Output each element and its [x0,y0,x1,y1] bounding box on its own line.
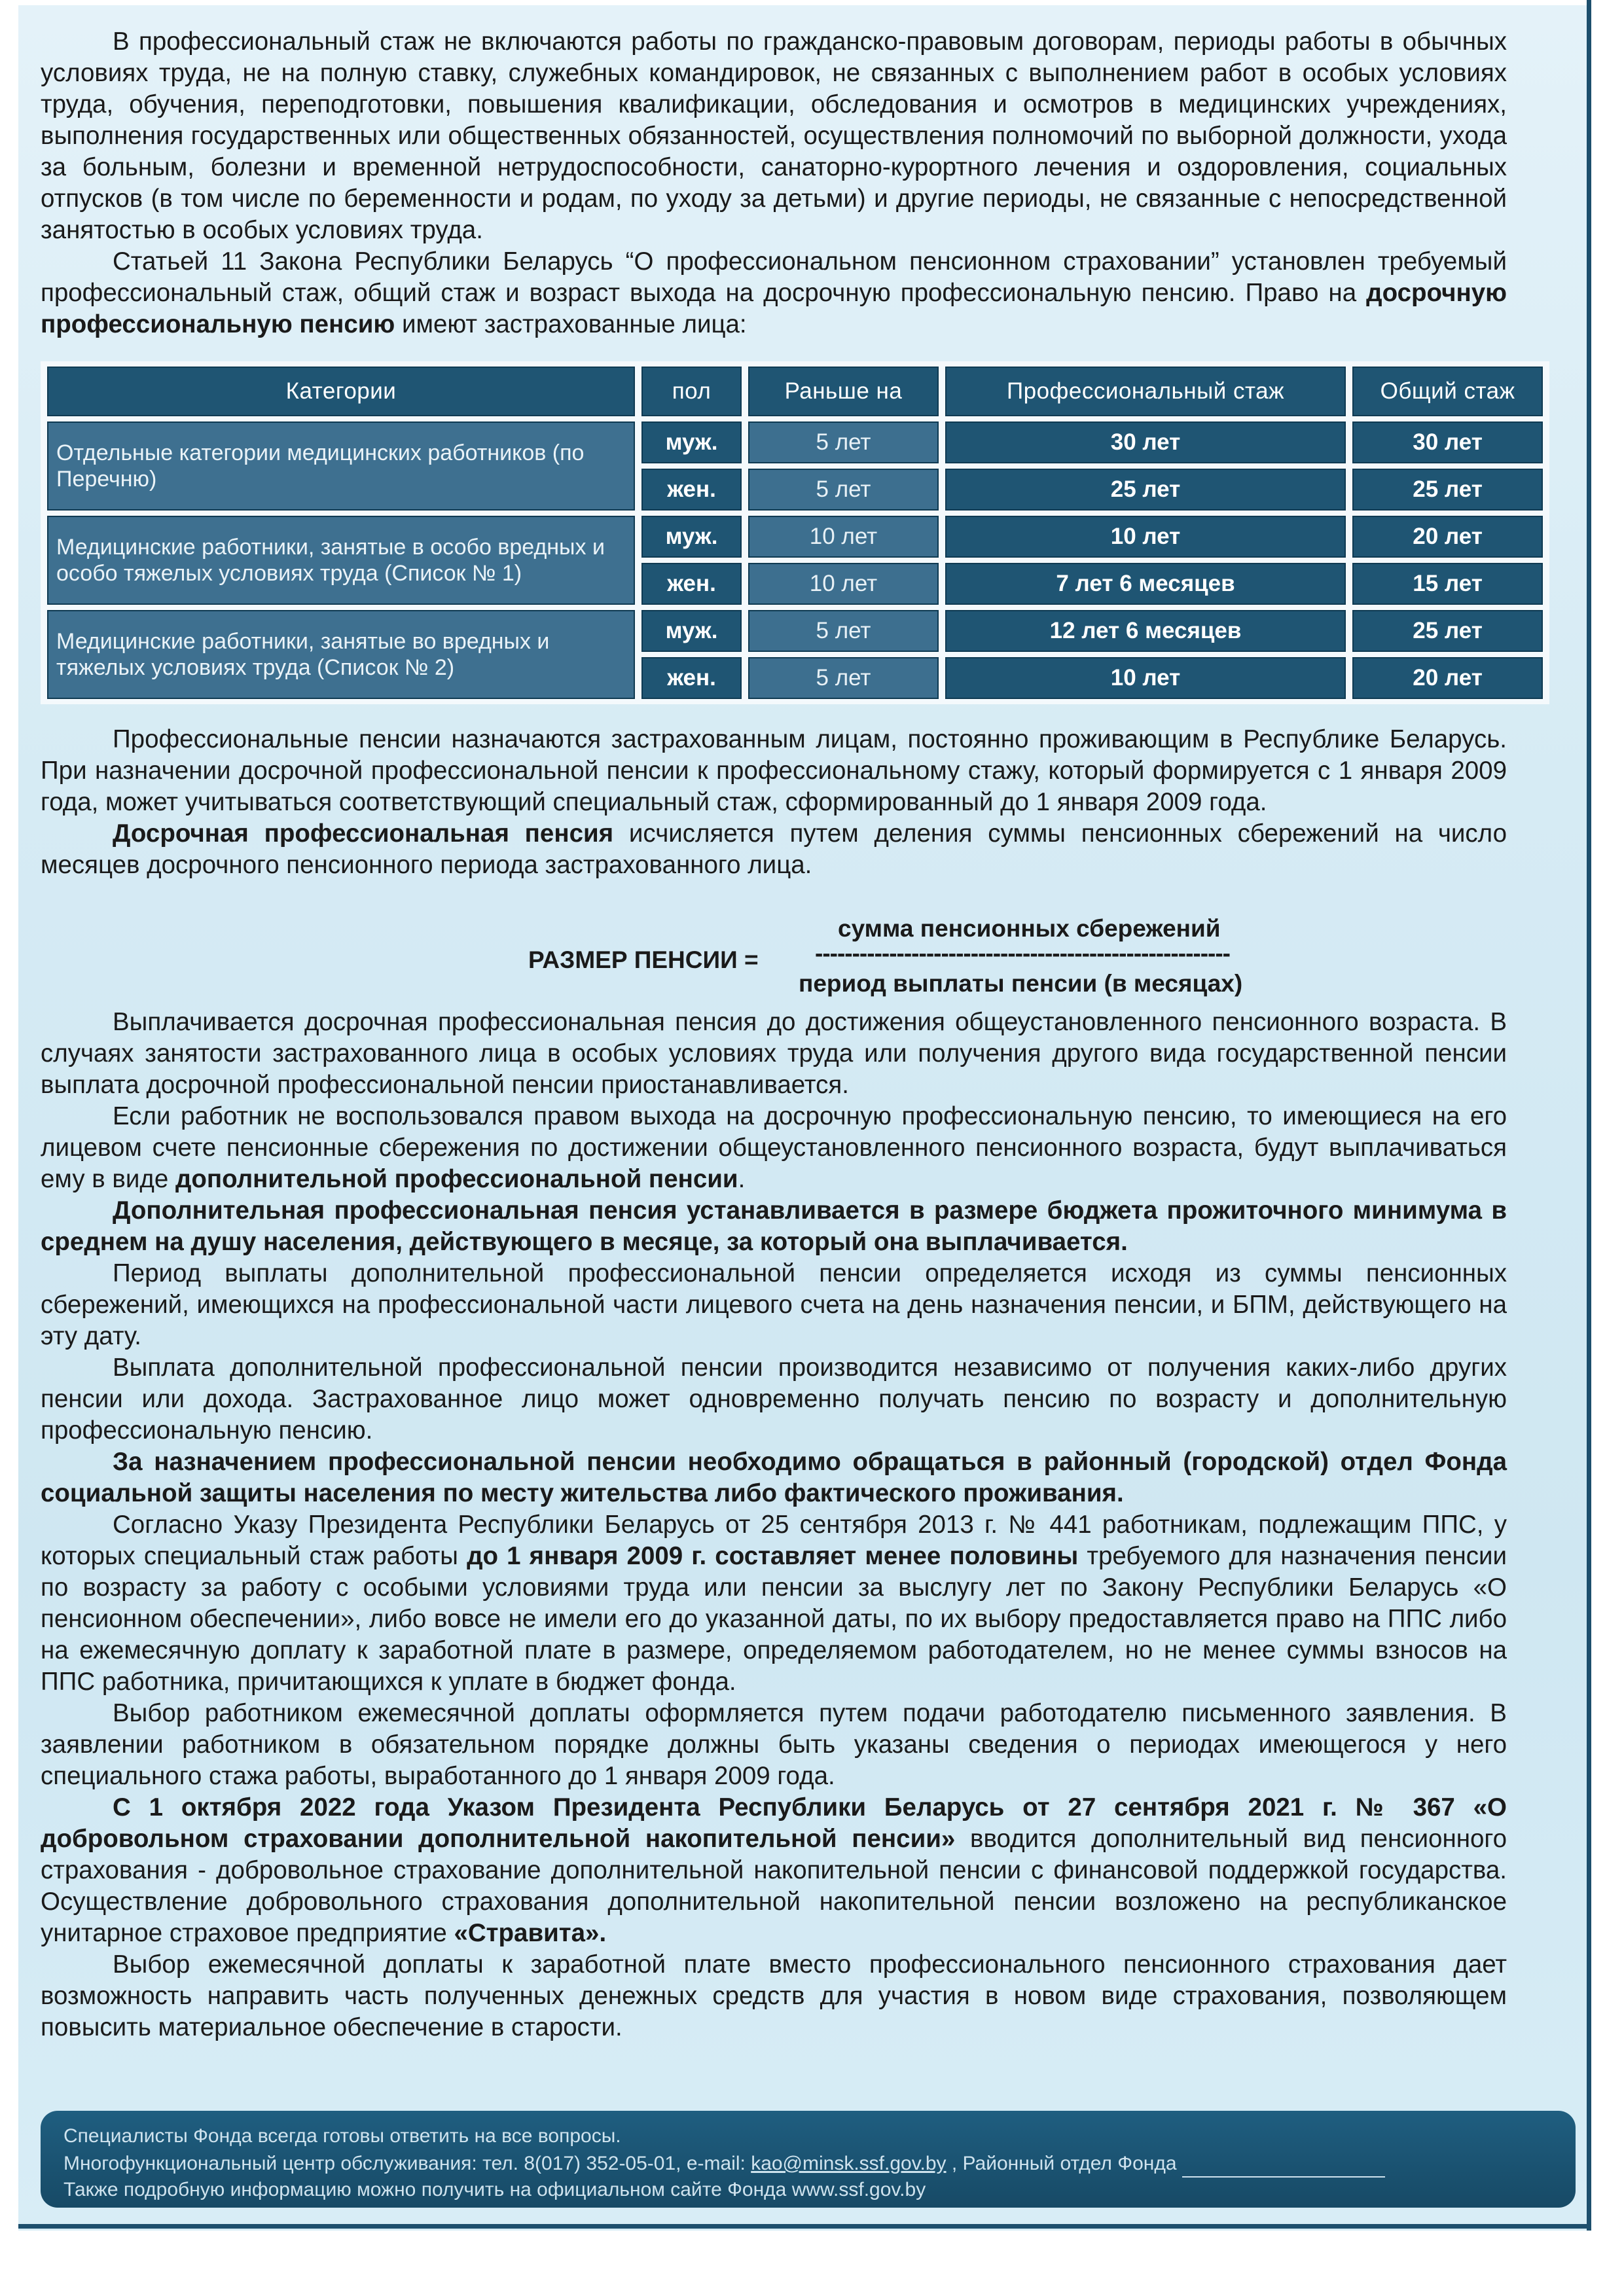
bpm-bold-text: Дополнительная профессиональная пенсия устанавливается в размере бюджета прожиточного минимума в среднем на душу населения, действующего в месяце, за который она выплачивается. [41,1196,1507,1256]
total-experience-cell: 20 лет [1352,657,1543,699]
early-pension-term: Досрочная профессиональная пенсия [113,819,614,848]
additional-pension-text: Если работник не воспользовался правом выхода на досрочную профессиональную пенсию, то имеющиеся на его лицевом счете пенсионные сбережения по достижении общеустановленного пенсионного возраста, будут выплачиваться ему в виде [41,1102,1507,1193]
total-experience-cell: 25 лет [1352,469,1543,511]
main-text [41,1007,1507,2043]
category-cell: Отдельные категории медицинских работников (по Перечню) [47,422,635,511]
footer-line-3: Также подробную информацию можно получить на официальном сайте Фонда www.ssf.gov.by [63,2179,926,2200]
decree-441-text-a: Согласно Указу Президента Республики Беларусь от 25 сентября 2013 г. № 441 работникам, подлежащим ППС, у которых специальный стаж работы [41,1511,1507,1570]
earlier-cell: 5 лет [748,610,939,652]
mid-text [41,724,1507,881]
footer-line-1: Специалисты Фонда всегда готовы ответить на все вопросы. [63,2125,621,2147]
paragraph-payment-period: Период выплаты дополнительной профессиональной пенсии определяется исходя из суммы пенсионных сбережений, имеющихся на профессиональной части лицевого счета на день назначения пенсии, и БПМ, действующего на эту дату. [41,1259,1507,1350]
sex-cell: муж. [641,516,742,558]
header-earlier-by: Раньше на [748,367,939,416]
district-office-blank [1182,2157,1385,2178]
email-link[interactable]: kao@minsk.ssf.gov.by [751,2153,947,2174]
pension-formula [41,915,1507,1000]
table-header-row [47,367,1543,416]
earlier-cell: 5 лет [748,469,939,511]
footer-phone-text: Многофункциональный центр обслуживания: тел. 8(017) 352-05-01, e-mail: [63,2153,751,2174]
sex-cell: жен. [641,657,742,699]
table-row [47,422,1543,463]
total-experience-cell: 25 лет [1352,610,1543,652]
paragraph-additional-pension [41,1101,1507,1195]
paragraph-law-article [41,246,1507,340]
header-total-experience: Общий стаж [1352,367,1543,416]
header-categories: Категории [47,367,635,416]
professional-experience-cell: 12 лет 6 месяцев [945,610,1346,652]
sex-cell: жен. [641,563,742,605]
paragraph-residency: Профессиональные пенсии назначаются застрахованным лицам, постоянно проживающим в Республике Беларусь. При назначении досрочной профессиональной пенсии к профессиональному стажу, который формируется с 1 января 2009 года, может учитываться соответствующий специальный стаж, сформированный до 1 января 2009 года. [41,725,1507,816]
decree-367-bold: С 1 октября 2022 года Указом Президента Республики Беларусь от 27 сентября 2021 г. № 367 «О добровольном страховании дополнительной накопительной пенсии» [41,1793,1507,1853]
paragraph-payment-suspension: Выплачивается досрочная профессиональная пенсия до достижения общеустановленного пенсионного возраста. В случаях занятости застрахованного лица в особых условиях труда или получения другого вида государственной пенсии выплата досрочной профессиональной пенсии приостанавливается. [41,1008,1507,1099]
page-border-bottom [18,2224,1591,2229]
period-mark: . [738,1165,746,1193]
professional-experience-cell: 7 лет 6 месяцев [945,563,1346,605]
paragraph-where-to-apply [41,1446,1507,1509]
additional-pension-bold: дополнительной профессиональной пенсии [175,1165,738,1193]
professional-experience-cell: 10 лет [945,657,1346,699]
where-to-apply-bold: За назначением профессиональной пенсии необходимо обращаться в районный (городской) отдел Фонда социальной защиты населения по месту жительства либо фактического проживания. [41,1448,1507,1507]
earlier-cell: 10 лет [748,563,939,605]
sex-cell: муж. [641,422,742,463]
earlier-cell: 10 лет [748,516,939,558]
decree-441-text-b: требуемого для назначения пенсии по возрасту за работу с особыми условиями труда или пенсии за выслугу лет по Закону Республики Беларусь «О пенсионном обеспечении», либо вовсе не имели его до указанной даты, по их выбору предоставляется право на ППС либо на ежемесячную доплату к заработной плате в размере, определяемом работодателем, но не менее суммы взносов на ППС работника, причитающихся к уплате в бюджет фонда. [41,1542,1507,1696]
decree-441-bold: до 1 января 2009 г. составляет менее половины [467,1542,1079,1570]
calculation-text: исчисляется путем деления суммы пенсионных сбережений на число месяцев досрочного пенсионного периода застрахованного лица. [41,819,1507,879]
paragraph-application: Выбор работником ежемесячной доплаты оформляется путем подачи работодателю письменного заявления. В заявлении работником в обязательном порядке должны быть указаны сведения о периодах имеющегося у него специального стажа работы, выработанного до 1 января 2009 года. [41,1699,1507,1790]
paragraph-decree-441 [41,1509,1507,1698]
insured-persons-text: имеют застрахованные лица: [395,310,747,338]
paragraph-law-text: Статьей 11 Закона Республики Беларусь “О профессиональном пенсионном страховании” установлен требуемый профессиональный стаж, общий стаж и возраст выхода на досрочную профессиональную пенсию. Право на [41,247,1507,307]
professional-experience-cell: 30 лет [945,422,1346,463]
sex-cell: муж. [641,610,742,652]
paragraph-decree-367 [41,1792,1507,1949]
total-experience-cell: 30 лет [1352,422,1543,463]
pension-requirements-table [41,361,1549,704]
paragraph-choice: Выбор ежемесячной доплаты к заработной плате вместо профессионального пенсионного страхования дает возможность направить часть полученных денежных средств для участия в новом виде страхования, позволяющем повысить материальное обеспечение в старости. [41,1950,1507,2041]
contact-footer [41,2111,1576,2208]
paragraph-calculation [41,818,1507,881]
district-office-text: , Районный отдел Фонда [946,2153,1182,2174]
professional-experience-cell: 25 лет [945,469,1346,511]
table-row [47,610,1543,652]
earlier-cell: 5 лет [748,657,939,699]
paragraph-excluded-periods: В профессиональный стаж не включаются работы по гражданско-правовым договорам, периоды работы в обычных условиях труда, не на полную ставку, служебных командировок, не связанных с выполнением работ в особых условиях труда, обучения, переподготовки, повышения квалификации, обследования и осмотров в медицинских учреждениях, выполнения государственных или общественных обязанностей, осуществления полномочий по выборной должности, ухода за больным, болезни и временной нетрудоспособности, санаторно-курортного лечения и оздоровления, социальных отпусков (в том числе по беременности и родам, по уходу за детьми) и другие периоды, не связанные с непосредственной занятостью в особых условиях труда. [41,27,1507,244]
footer-line-2 [63,2150,1385,2178]
professional-experience-cell: 10 лет [945,516,1346,558]
formula-denominator: период выплаты пенсии (в месяцах) [799,970,1243,997]
total-experience-cell: 20 лет [1352,516,1543,558]
table-row [47,516,1543,558]
page-border-right [1587,0,1591,2231]
paragraph-bpm [41,1195,1507,1258]
intro-text [41,26,1507,340]
header-sex: пол [641,367,742,416]
paragraph-independent-payment: Выплата дополнительной профессиональной пенсии производится независимо от получения каких-либо других пенсии или дохода. Застрахованное лицо может одновременно получать пенсию по возрасту и дополнительную профессиональную пенсию. [41,1354,1507,1444]
category-cell: Медицинские работники, занятые во вредных и тяжелых условиях труда (Список № 2) [47,610,635,699]
formula-label: РАЗМЕР ПЕНСИИ = [528,946,759,973]
total-experience-cell: 15 лет [1352,563,1543,605]
sex-cell: жен. [641,469,742,511]
decree-367-text: вводится дополнительный вид пенсионного страхования - добровольное страхование дополнительной накопительной пенсии с финансовой поддержкой государства. Осуществление добровольного страхования дополнительной накопительной пенсии возложено на республиканское унитарное страховое предприятие [41,1825,1507,1947]
formula-divider: -------------------------------------------------------- [815,940,1230,967]
stravita-bold: «Стравита». [454,1919,607,1947]
category-cell: Медицинские работники, занятые в особо вредных и особо тяжелых условиях труда (Список № 1) [47,516,635,605]
early-pension-bold: досрочную профессиональную пенсию [41,279,1507,338]
earlier-cell: 5 лет [748,422,939,463]
header-professional-experience: Профессиональный стаж [945,367,1346,416]
formula-numerator: сумма пенсионных сбережений [838,915,1221,942]
